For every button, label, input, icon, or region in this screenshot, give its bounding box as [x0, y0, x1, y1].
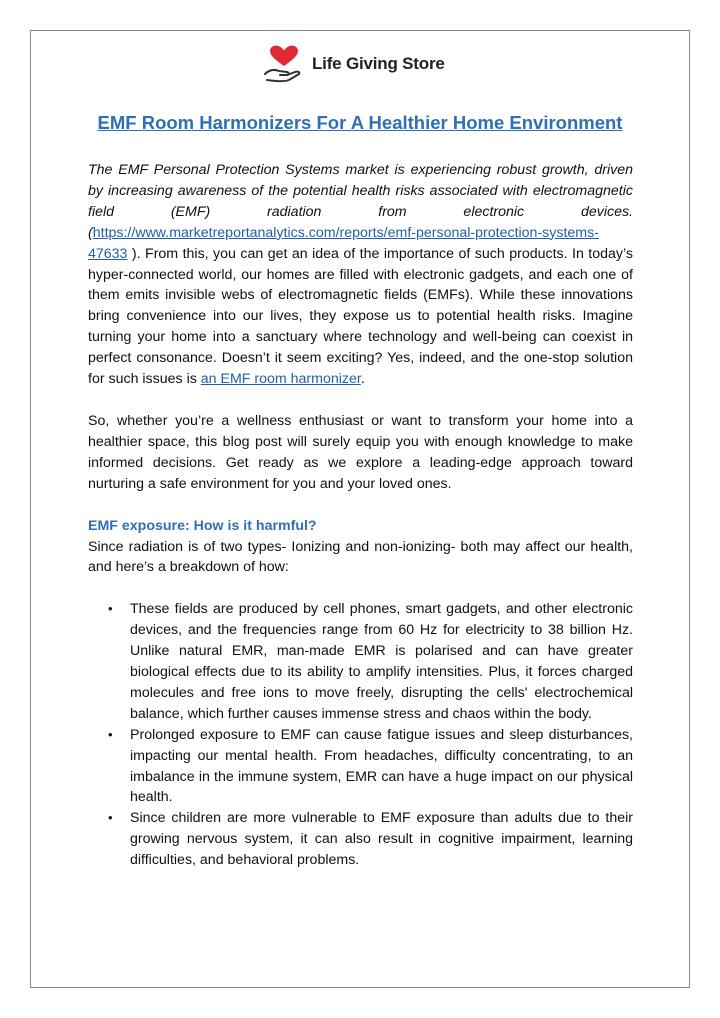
emf-harmonizer-link[interactable]: an EMF room harmonizer	[200, 371, 361, 388]
wellness-paragraph: So, whether you’re a wellness enthusiast or want to transform your home into a healthier space, this blog post will surely equip you with enough knowledge to make informed decisions. Get ready as we explore a leading-edge approach toward nurturing a safe environment for you and your loved ones.	[88, 412, 633, 492]
section-heading: EMF exposure: How is it harmful?	[88, 517, 317, 534]
bullet-list	[88, 599, 633, 871]
intro-block	[88, 160, 633, 390]
page-title: EMF Room Harmonizers For A Healthier Home Environment	[97, 112, 623, 133]
list-item	[88, 599, 633, 724]
intro-paragraph-rest	[88, 246, 633, 387]
list-item	[88, 725, 633, 809]
bullet-icon: •	[108, 726, 113, 742]
intro-text: The EMF Personal Protection Systems market is experiencing robust growth, driven by increasing awareness of the potential health risks associated with electromagnetic field (EMF) radiation from electronic devices.	[88, 162, 633, 220]
bullet-icon: •	[108, 601, 113, 617]
section-lead: Since radiation is of two types- Ionizing and non-ionizing- both may affect our health, and here’s a breakdown of how:	[88, 538, 633, 576]
brand-logo[interactable]	[262, 44, 445, 84]
heart-hand-icon	[262, 44, 306, 84]
source-link[interactable]: https://www.marketreportanalytics.com/reports/emf-personal-protection-systems-47633	[88, 224, 599, 262]
intro-end: .	[360, 371, 365, 388]
list-item-text: Since children are more vulnerable to EMF exposure than adults due to their growing nervous system, it can also result in cognitive impairment, learning difficulties, and behavioral problems.	[130, 810, 633, 869]
list-item	[88, 808, 633, 871]
brand-name: Life Giving Store	[312, 54, 445, 73]
list-item-text: These fields are produced by cell phones, smart gadgets, and other electronic devices, and the frequencies range from 60 Hz for electricity to 38 billion Hz. Unlike natural EMR, man-made EMR is polarised and can have greater biological effects due to its ability to amplify intensities. Plus, it forces charged molecules and free ions to move freely, disrupting the cells' electrochemical balance, which further causes immense stress and chaos within the body.	[130, 601, 633, 722]
bullet-icon: •	[108, 810, 113, 826]
list-item-text: Prolonged exposure to EMF can cause fatigue issues and sleep disturbances, impacting our mental health. From headaches, difficulty concentrating, to an imbalance in the immune system, EMR can have a huge impact on our physical health.	[130, 726, 633, 806]
intro-rest-text: ). From this, you can get an idea of the importance of such products. In today’s hyper-connected world, our homes are filled with electronic gadgets, and each one of them emits invisible webs of electromagnetic fields (EMFs). While these innovations bring convenience into our lives, they expose us to potential health risks. Imagine turning your home into a sanctuary where technology and well-being can coexist in perfect consonance. Doesn’t it seem exciting? Yes, indeed, and the one-stop solution for such issues is	[88, 245, 633, 388]
article-body	[88, 160, 633, 871]
intro-open-paren: (	[88, 224, 93, 241]
